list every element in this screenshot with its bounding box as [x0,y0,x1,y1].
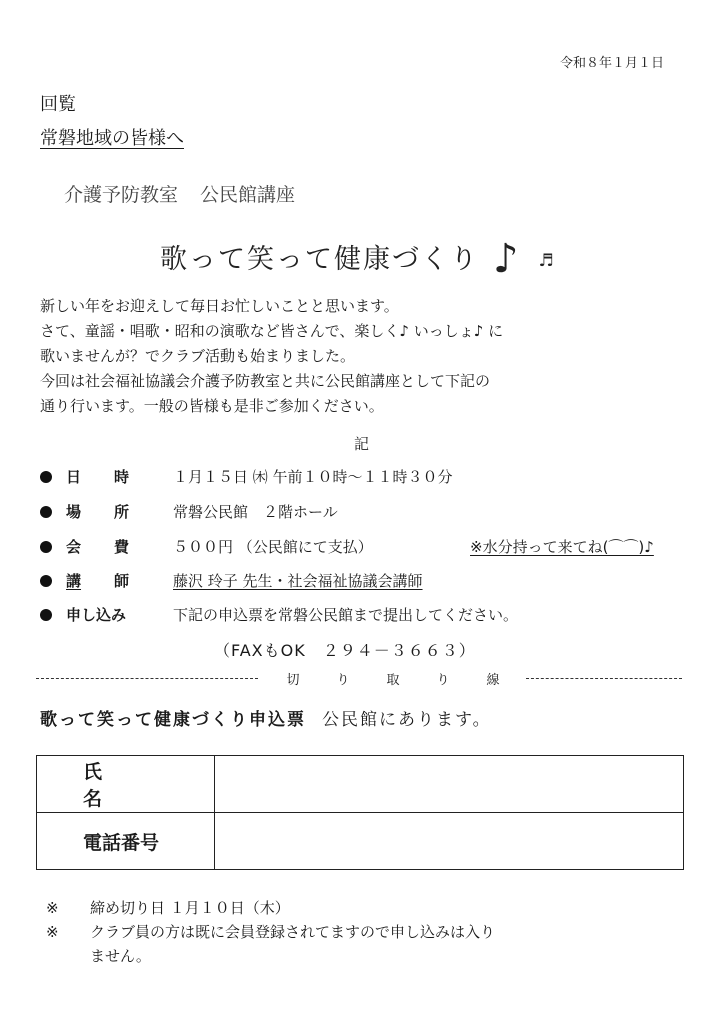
cut-line-dash [526,678,682,679]
note-deadline: ※ 締め切り日 １月１０日（木） [46,899,290,917]
music-notes-icon: ♬ [538,251,556,271]
cut-line-dash [36,678,258,679]
table-row [37,756,684,813]
form-title [40,705,492,730]
phone-label: 電話番号 [37,813,215,870]
intro-paragraph [40,294,503,419]
intro-line: 通り行います。一般の皆様も是非ご参加ください。 [40,397,384,415]
detail-value: 下記の申込票を常磐公民館まで提出してください。 [173,606,519,624]
detail-value: 藤沢 玲子 先生・社会福祉協議会講師 [173,572,423,590]
detail-label: 会 費 [66,538,130,556]
intro-line: 新しい年をお迎えして毎日お忙しいことと思います。 [40,297,399,315]
detail-label: 申し込み [66,606,127,624]
page-title [160,236,556,282]
subtitle-part2: 公民館講座 [200,184,296,206]
bullet-icon [40,575,52,587]
intro-line: 今回は社会福祉協議会介護予防教室と共に公民館講座として下記の [40,372,491,390]
detail-value: ５００円 （公民館にて支払） [173,538,373,556]
table-row [37,813,684,870]
bullet-icon [40,506,52,518]
note-members-cont: ません。 [90,947,151,965]
intro-line: さて、童謡・唱歌・昭和の演歌など皆さんで、楽しく♪ いっしょ♪ に [40,322,504,340]
subtitle-part1: 介護予防教室 [64,184,179,206]
bullet-icon [40,609,52,621]
addressee: 常磐地域の皆様へ [40,128,184,149]
bullet-icon [40,541,52,553]
detail-label: 講 師 [66,572,130,590]
phone-field[interactable] [215,813,684,870]
issue-date: 令和８年１月１日 [560,56,665,71]
bullet-icon [40,471,52,483]
water-note: ※水分持って来てね(⌒⌒)♪ [470,538,654,556]
music-note-icon: ♪ [493,236,521,282]
intro-line: 歌いませんが？でクラブ活動も始まりました。 [40,347,356,365]
note-members: ※ クラブ員の方は既に会員登録されてますので申し込みは入り [46,923,496,941]
notes [46,896,495,968]
cut-line [36,669,682,689]
subtitle [64,180,295,207]
fax-note: （FAXもOK ２９４－３６６３） [214,641,476,660]
detail-label: 場 所 [66,503,130,521]
form-title-rest: 公民館にあります。 [322,710,492,730]
page-title-text: 歌って笑って健康づくり [160,244,479,275]
detail-label: 日 時 [66,468,130,486]
application-form-table [36,755,684,870]
ki-heading: 記 [354,435,370,453]
name-label: 氏名 [37,756,215,813]
form-title-main: 歌って笑って健康づくり申込票 [40,710,306,730]
cut-line-label: 切 り 取 り 線 [286,673,500,688]
name-field[interactable] [215,756,684,813]
detail-value: １月１５日 ㈭ 午前１０時～１１時３０分 [173,468,453,486]
detail-value: 常磐公民館 ２階ホール [173,503,338,521]
circulation-label: 回覧 [40,94,76,115]
